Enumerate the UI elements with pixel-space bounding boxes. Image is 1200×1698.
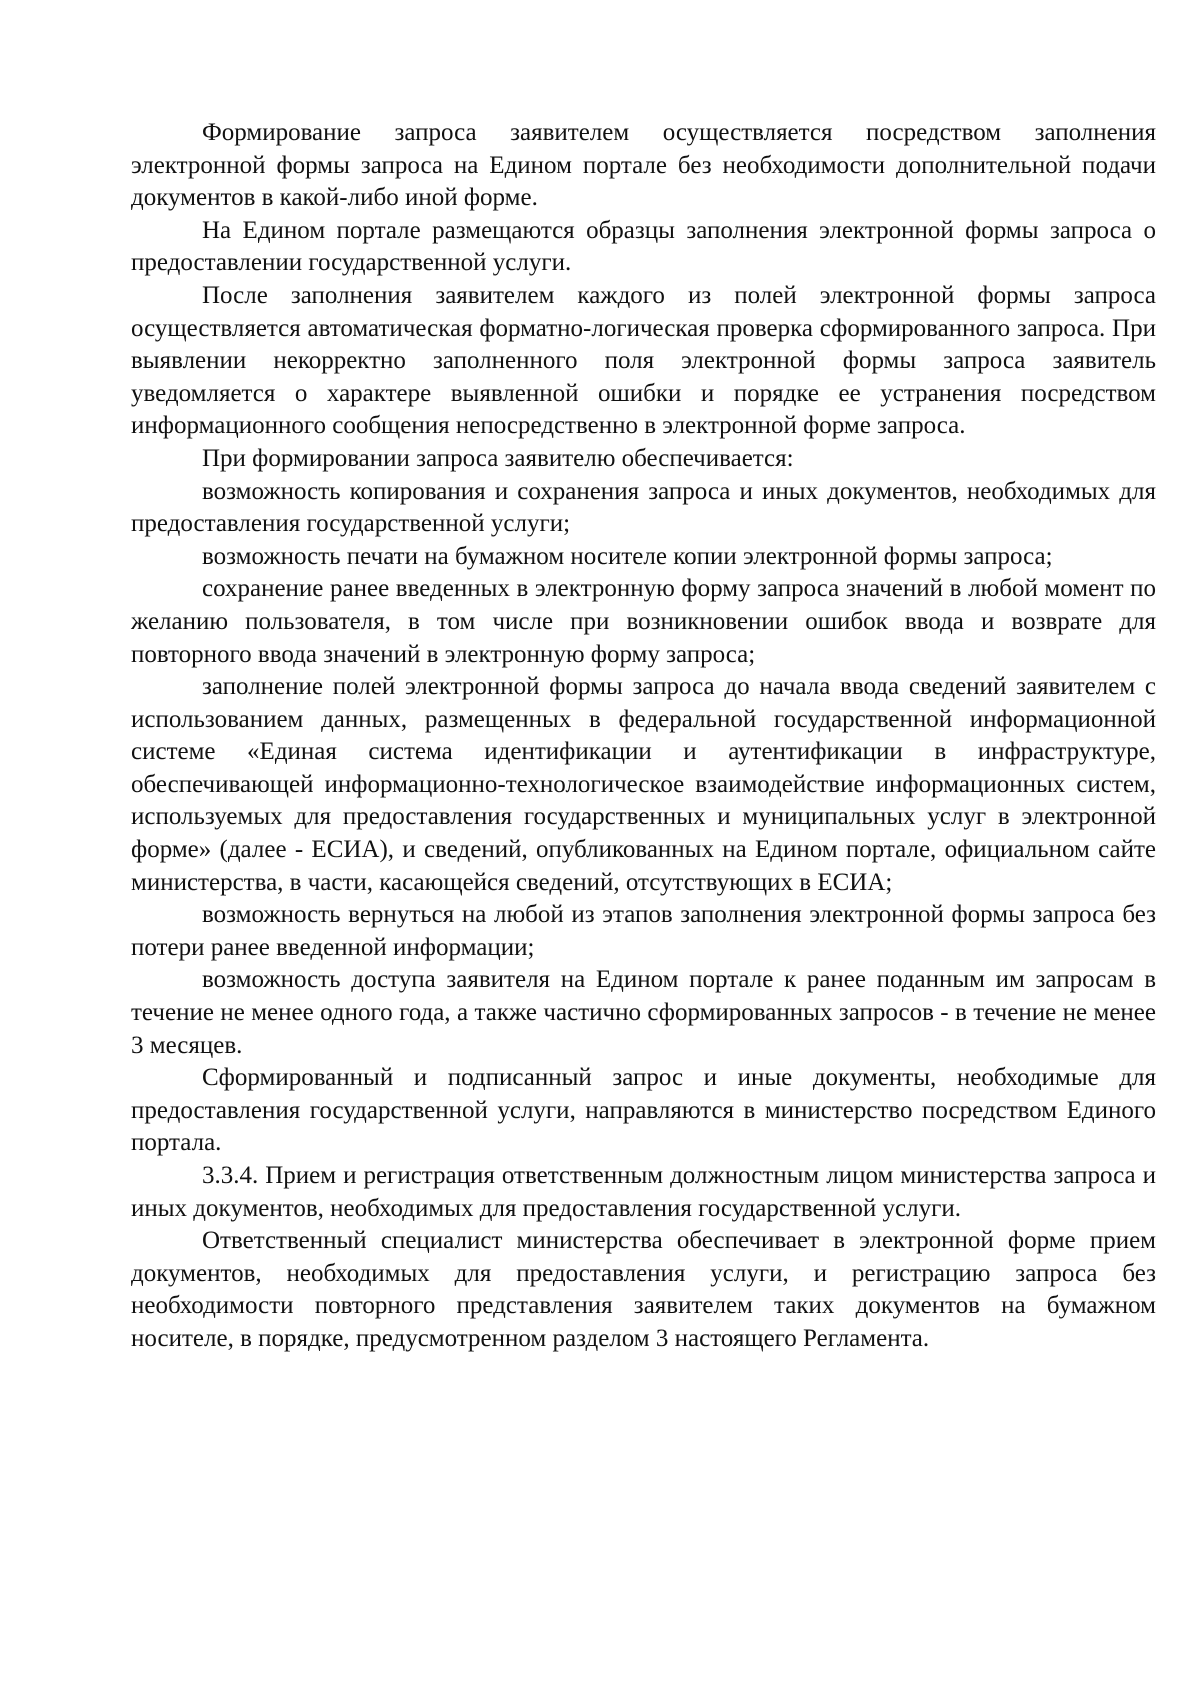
paragraph-access-requests: возможность доступа заявителя на Едином портале к ранее поданным им запросам в течение не менее одного года, а также частично сформированных запросов - в течение не менее 3 месяцев. — [131, 966, 1156, 1059]
paragraph-provisions-intro: При формировании запроса заявителю обеспечивается: — [202, 444, 794, 472]
paragraph-print: возможность печати на бумажном носителе копии электронной формы запроса; — [202, 542, 1053, 570]
paragraph-section-3-3-4: 3.3.4. Прием и регистрация ответственным должностным лицом министерства запроса и иных документов, необходимых для предоставления государственной услуги. — [131, 1162, 1156, 1222]
paragraph-esia-fill: заполнение полей электронной формы запроса до начала ввода сведений заявителем с использованием данных, размещенных в федеральной государственной информационной системе «Единая система идентификации и аутентификации в инфраструктуре, обеспечивающей информационно-технологическое взаимодействие информационных систем, используемых для предоставления государственных и муниципальных услуг в электронной форме» (далее - ЕСИА), и сведений, опубликованных на Едином портале, официальном сайте министерства, в части, касающейся сведений, отсутствующих в ЕСИА; — [131, 673, 1156, 896]
paragraph-request-formation: Формирование запроса заявителем осуществляется посредством заполнения электронной формы запроса на Едином портале без необходимости дополнительной подачи документов в какой-либо иной форме. — [131, 119, 1156, 212]
paragraph-return-step: возможность вернуться на любой из этапов заполнения электронной формы запроса без потери ранее введенной информации; — [131, 901, 1156, 961]
paragraph-format-check: После заполнения заявителем каждого из полей электронной формы запроса осуществляется автоматическая форматно-логическая проверка сформированного запроса. При выявлении некорректно заполненного поля электронной формы запроса заявитель уведомляется о характере выявленной ошибки и порядке ее устранения посредством информационного сообщения непосредственно в электронной форме запроса. — [131, 281, 1156, 440]
document-page — [131, 117, 1156, 1356]
paragraph-save-values: сохранение ранее введенных в электронную форму запроса значений в любой момент по желанию пользователя, в том числе при возникновении ошибок ввода и возврате для повторного ввода значений в электронную форму запроса; — [131, 575, 1156, 668]
paragraph-form-samples: На Едином портале размещаются образцы заполнения электронной формы запроса о предоставлении государственной услуги. — [131, 216, 1156, 277]
paragraph-registration: Ответственный специалист министерства обеспечивает в электронной форме прием документов, необходимых для предоставления услуги, и регистрацию запроса без необходимости повторного представления заявителем таких документов на бумажном носителе, в порядке, предусмотренном разделом 3 настоящего Регламента. — [131, 1227, 1156, 1352]
paragraph-submission: Сформированный и подписанный запрос и иные документы, необходимые для предоставления государственной услуги, направляются в министерство посредством Единого портала. — [131, 1064, 1156, 1157]
paragraph-copy-save: возможность копирования и сохранения запроса и иных документов, необходимых для предоставления государственной услуги; — [131, 477, 1156, 538]
